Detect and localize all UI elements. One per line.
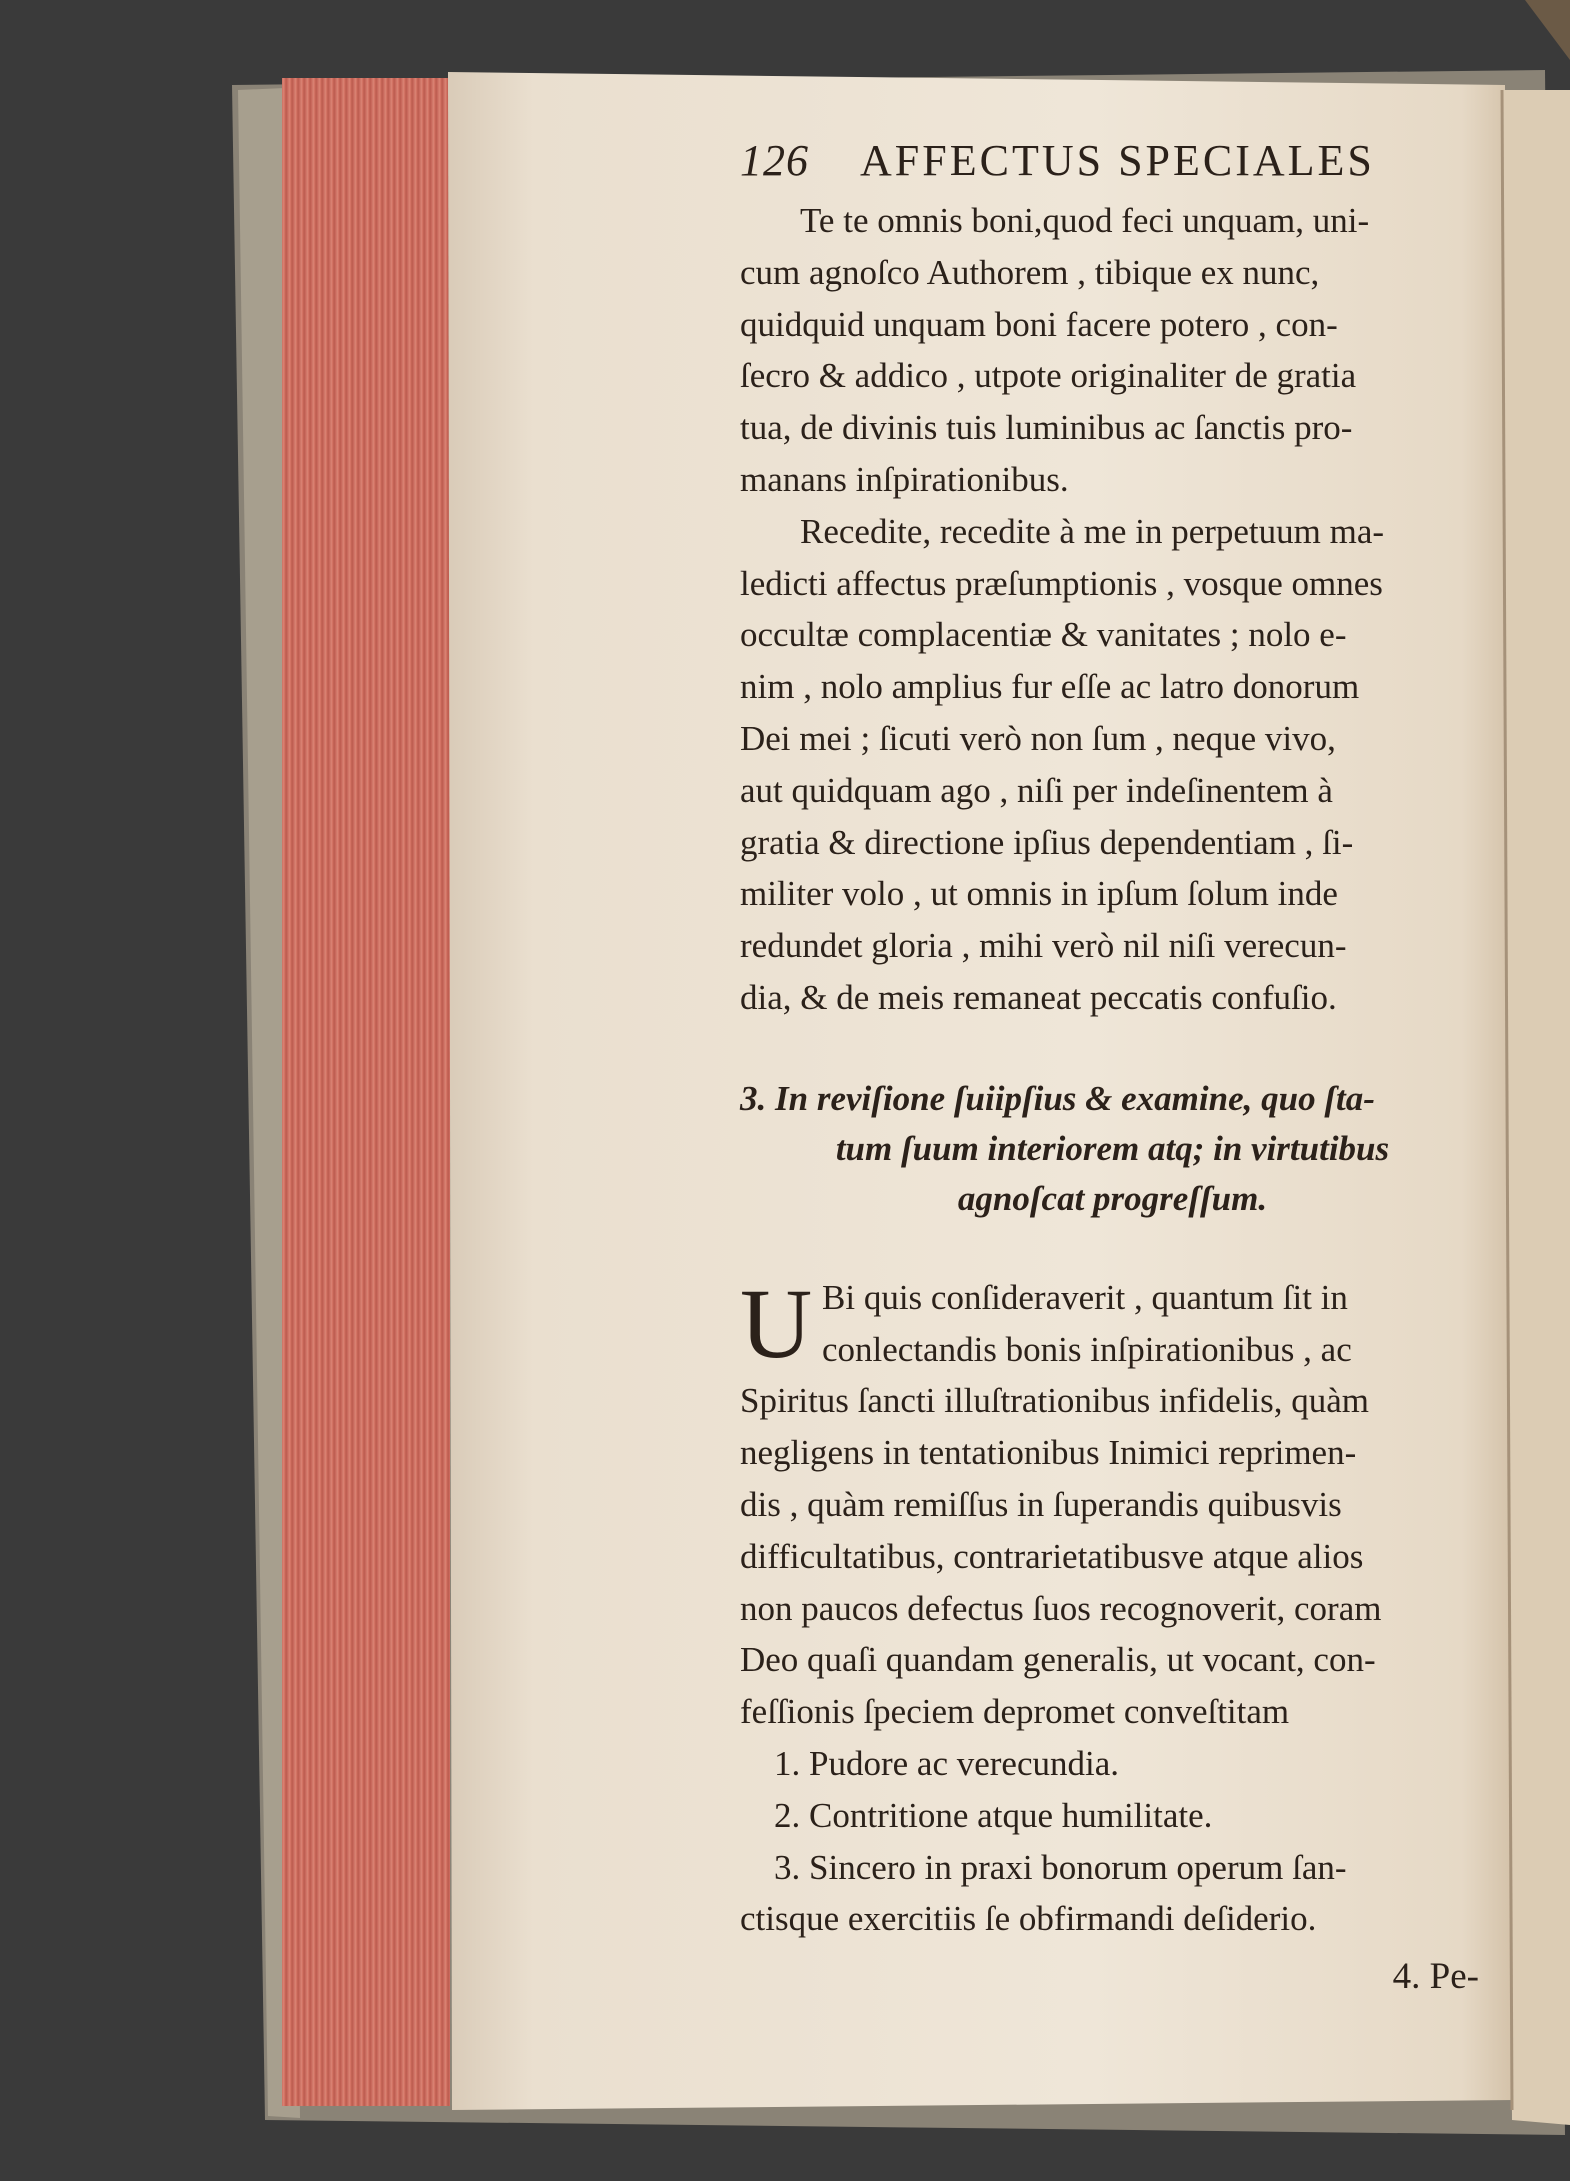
running-title: AFFECTUS SPECIALES	[860, 136, 1375, 185]
paragraph-2	[740, 506, 1485, 1024]
text-line: conlectandis bonis inſpirationibus , ac	[822, 1329, 1352, 1369]
text-line: militer volo , ut omnis in ipſum ſolum inde	[740, 874, 1338, 914]
numbered-list	[740, 1738, 1485, 1945]
list-item: ctisque exercitiis ſe obfirmandi deſiderio.	[740, 1899, 1317, 1939]
text-line: ledicti affectus præſumptionis , vosque omnes	[740, 563, 1383, 603]
section-heading	[740, 1074, 1485, 1224]
catchword: 4. Pe-	[1392, 1956, 1479, 1998]
heading-line: 3. In reviſione ſuiipſius & examine, quo ſta-	[740, 1078, 1375, 1118]
running-header	[740, 135, 1485, 195]
text-line: gratia & directione ipſius dependentiam , ſi-	[740, 822, 1354, 862]
page-number: 126	[740, 136, 809, 185]
list-item: 2. Contritione atque humilitate.	[774, 1795, 1213, 1835]
text-line: aut quidquam ago , niſi per indeſinentem à	[740, 770, 1333, 810]
drop-cap: U	[740, 1267, 813, 1379]
page-text	[740, 135, 1485, 2003]
text-line: dia, & de meis remaneat peccatis confuſio.	[740, 977, 1337, 1017]
paragraph-1	[740, 195, 1485, 506]
text-line: dis , quàm remiſſus in ſuperandis quibusvis	[740, 1484, 1342, 1524]
list-item: 1. Pudore ac verecundia.	[774, 1743, 1119, 1783]
text-line: Deo quaſi quandam generalis, ut vocant, con-	[740, 1640, 1376, 1680]
list-item: 3. Sincero in praxi bonorum operum ſan-	[774, 1847, 1347, 1887]
text-line: cum agnoſco Authorem , tibique ex nunc,	[740, 252, 1320, 292]
text-line: quidquid unquam boni facere potero , con-	[740, 304, 1338, 344]
text-line: manans inſpirationibus.	[740, 459, 1069, 499]
text-line: Te te omnis boni,quod feci unquam, uni-	[800, 201, 1370, 240]
text-line: occultæ complacentiæ & vanitates ; nolo e-	[740, 615, 1347, 655]
text-line: redundet gloria , mihi verò nil niſi verecun-	[740, 926, 1347, 966]
text-line: non paucos defectus ſuos recognoverit, coram	[740, 1588, 1382, 1628]
heading-line: agnoſcat progreſſum.	[957, 1178, 1268, 1218]
text-line: ſecro & addico , utpote originaliter de gratia	[740, 356, 1357, 396]
text-line: difficultatibus, contrarietatibusve atque alios	[740, 1536, 1364, 1576]
text-line: nim , nolo amplius fur eſſe ac latro donorum	[740, 667, 1360, 707]
heading-line: tum ſuum interiorem atq; in virtutibus	[835, 1128, 1390, 1168]
text-line: tua, de divinis tuis luminibus ac ſanctis pro-	[740, 408, 1353, 448]
text-line: negligens in tentationibus Inimici reprimen-	[740, 1433, 1357, 1473]
paragraph-3	[740, 1267, 1485, 1738]
text-line: Spiritus ſancti illuſtrationibus infidelis, quàm	[740, 1381, 1369, 1421]
text-line: feſſionis ſpeciem depromet conveſtitam	[740, 1692, 1290, 1732]
text-line: Dei mei ; ſicuti verò non ſum , neque vivo,	[740, 718, 1336, 758]
text-line: Bi quis conſideraverit , quantum ſit in	[822, 1277, 1348, 1317]
text-line: Recedite, recedite à me in perpetuum ma-	[800, 511, 1385, 551]
page-edges	[282, 78, 450, 2106]
